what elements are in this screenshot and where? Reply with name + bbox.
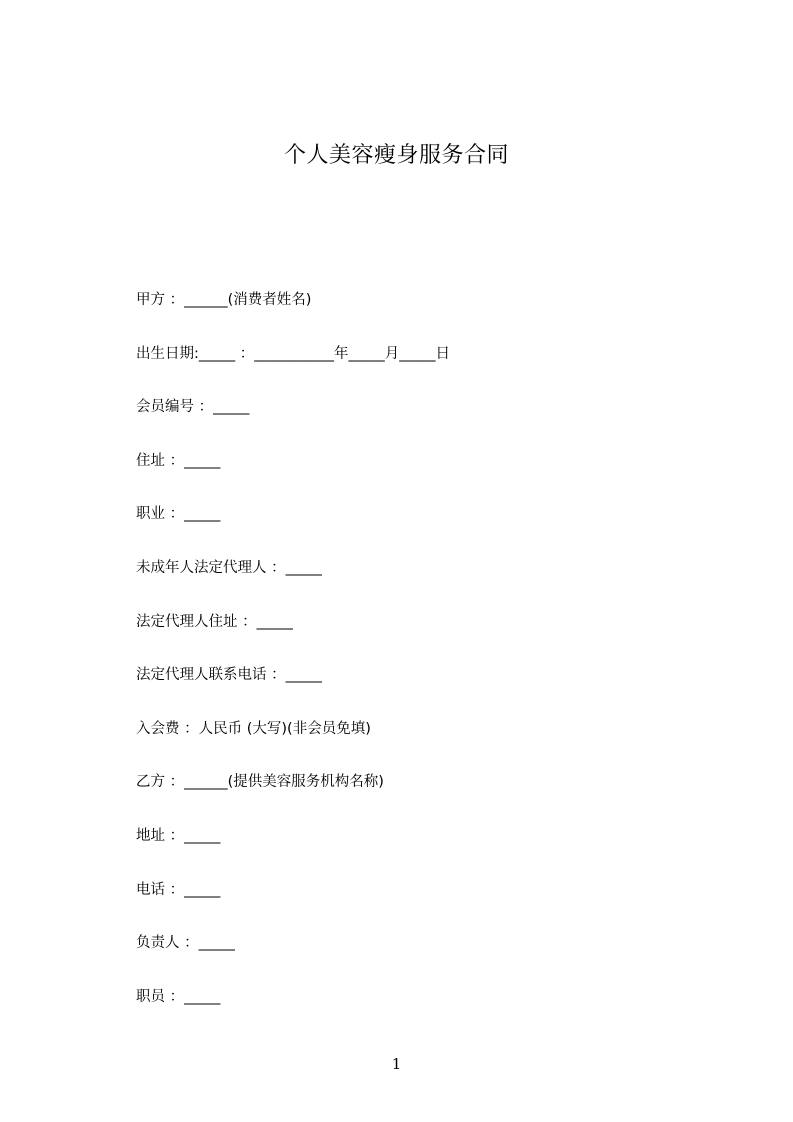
field-guardian-phone: 法定代理人联系电话 ：_____ xyxy=(136,667,322,684)
field-membership-fee: 入会费 ：人民币 (大写)(非会员免填) xyxy=(136,720,371,737)
field-party-b-address: 地址 ：_____ xyxy=(136,827,221,844)
field-party-b-phone: 电话 ：_____ xyxy=(136,881,221,898)
field-person-in-charge: 负责人 ：_____ xyxy=(136,935,235,952)
field-party-a: 甲方 ：______(消费者姓名) xyxy=(136,292,312,308)
field-address: 住址 ：_____ xyxy=(136,452,221,469)
document-title: 个人美容瘦身服务合同 xyxy=(283,143,509,168)
field-birth-date: 出生日期:_____ ：___________年_____月_____日 xyxy=(136,345,450,362)
field-occupation: 职业 ：_____ xyxy=(136,506,221,523)
field-member-number: 会员编号 ：_____ xyxy=(136,399,250,416)
field-minor-guardian: 未成年人法定代理人 ：_____ xyxy=(136,559,322,576)
field-guardian-address: 法定代理人住址 ：_____ xyxy=(136,613,293,630)
field-party-b: 乙方 ：______(提供美容服务机构名称) xyxy=(136,774,384,791)
contract-party-fields xyxy=(136,288,696,1038)
page-number: 1 xyxy=(391,1055,402,1073)
field-staff: 职员 ：_____ xyxy=(136,988,221,1005)
